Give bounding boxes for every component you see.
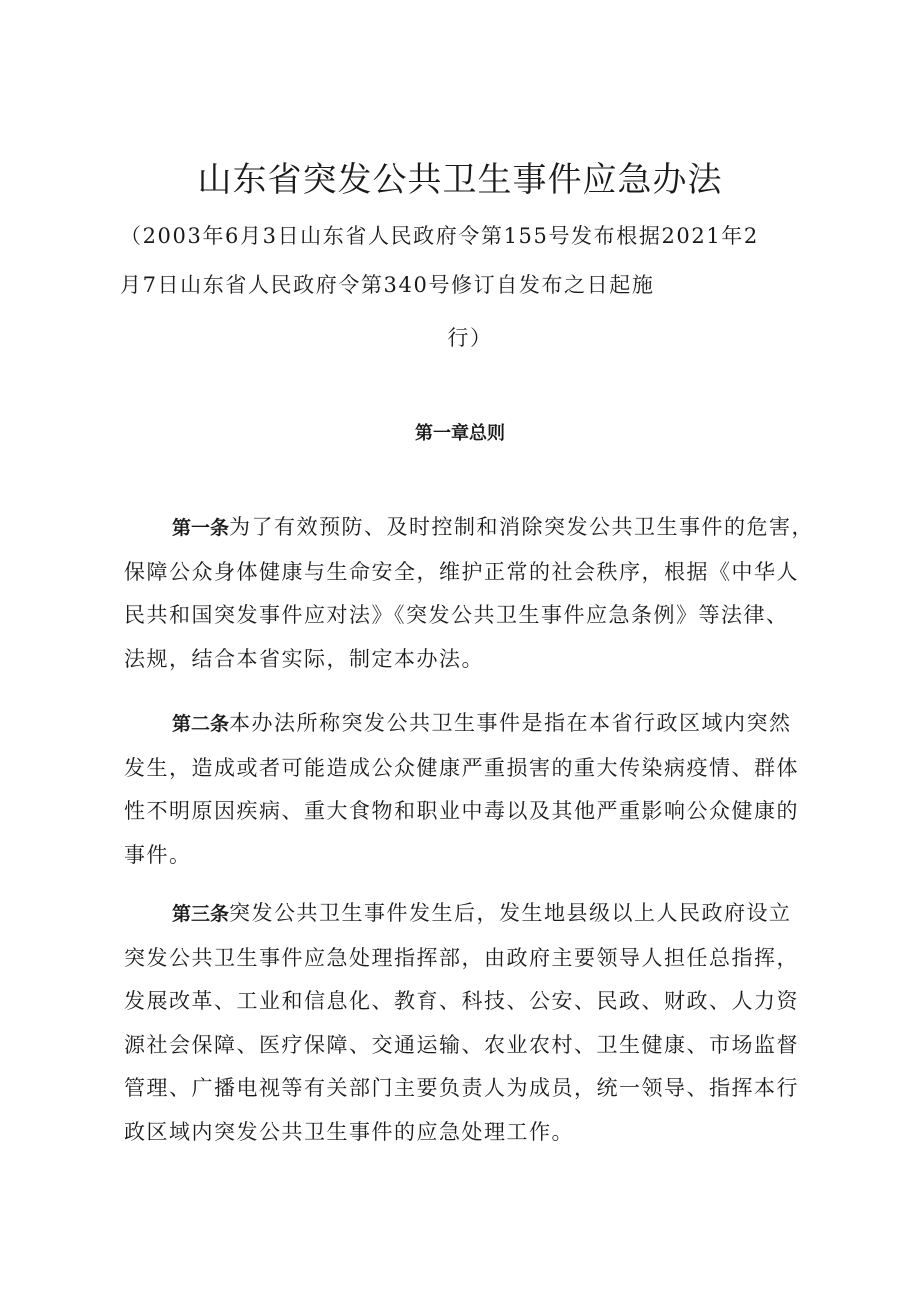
- chapter-heading: 第一章总则: [415, 423, 505, 444]
- article-label: 第二条: [172, 713, 230, 735]
- article-line: 政区域内突发公共卫生事件的应急处理工作。: [124, 1119, 574, 1144]
- article-line: 发生，造成或者可能造成公众健康严重损害的重大传染病疫情、群体: [124, 755, 799, 780]
- article-1: [124, 506, 824, 681]
- subtitle-line: 行）: [447, 326, 493, 350]
- article-line: 民共和国突发事件应对法》《突发公共卫生事件应急条例》等法律、: [124, 603, 789, 627]
- article-3: [124, 892, 824, 1154]
- article-line: [124, 506, 824, 551]
- article-label: 第三条: [172, 903, 230, 925]
- article-line: [124, 892, 824, 937]
- article-line: 源社会保障、医疗保障、交通运输、农业农村、卫生健康、市场监督: [124, 1032, 799, 1057]
- article-text: 为了有效预防、及时控制和消除突发公共卫生事件的危害，: [229, 515, 815, 539]
- article-line: 法规，结合本省实际，制定本办法。: [124, 646, 484, 671]
- article-line: 性不明原因疾病、重大食物和职业中毒以及其他严重影响公众健康的: [124, 799, 799, 823]
- article-line: 保障公众身体健康与生命安全，维护正常的社会秩序，根据《中华人: [124, 559, 799, 584]
- subtitle-line: （2003年6月3日山东省人民政府令第155号发布根据2021年2: [120, 224, 759, 248]
- article-label: 第一条: [172, 517, 230, 539]
- article-text: 本办法所称突发公共卫生事件是指在本省行政区域内突然: [229, 711, 792, 735]
- article-line: 突发公共卫生事件应急处理指挥部，由政府主要领导人担任总指挥，: [124, 945, 799, 970]
- document-subtitle: [120, 212, 820, 363]
- article-2: [124, 702, 824, 877]
- article-text: 突发公共卫生事件发生后，发生地县级以上人民政府设立: [229, 901, 792, 925]
- article-line: 发展改革、工业和信息化、教育、科技、公安、民政、财政、人力资: [124, 989, 799, 1013]
- article-line: 事件。: [124, 842, 192, 867]
- document-title: 山东省突发公共卫生事件应急办法: [197, 160, 723, 200]
- article-line: 管理、广播电视等有关部门主要负责人为成员，统一领导、指挥本行: [124, 1076, 799, 1100]
- article-line: [124, 702, 824, 747]
- subtitle-line: 月7日山东省人民政府令第340号修订自发布之日起施: [120, 273, 655, 297]
